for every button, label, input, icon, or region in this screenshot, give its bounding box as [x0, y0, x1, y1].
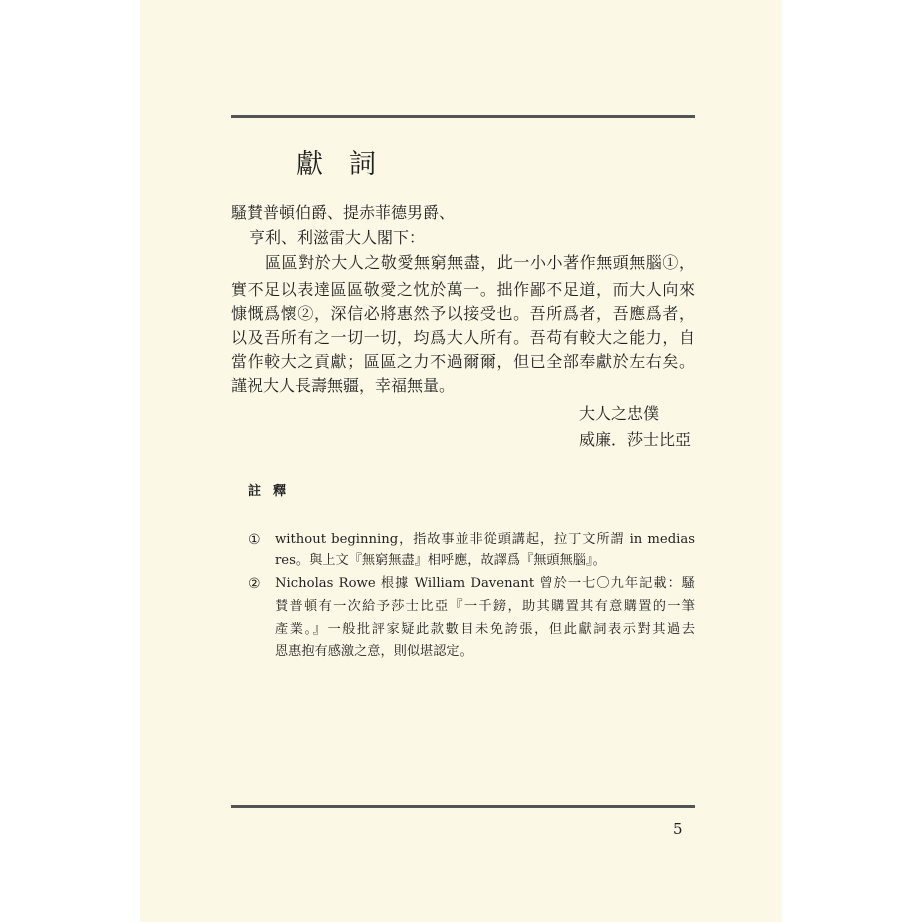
note-2-line-4: 恩惠抱有感激之意，則似堪認定。: [275, 644, 473, 659]
addressee-line-1: 騷賛普頓伯爵、提赤菲德男爵、: [231, 203, 456, 222]
addressee-line-2: 亨利、利滋雷大人閣下：: [249, 228, 426, 247]
page-title: 獻詞: [296, 149, 402, 180]
body-line-2: 實不足以表達區區敬愛之忱於萬一。拙作鄙不足道，而大人向來: [231, 280, 695, 299]
book-page: [140, 0, 782, 922]
note-2-marker: ②: [248, 576, 261, 592]
body-line-4: 以及吾所有之一切一切，均爲大人所有。吾苟有較大之能力，自: [231, 328, 695, 347]
page-number: 5: [673, 820, 683, 838]
notes-heading: 註釋: [248, 484, 299, 499]
body-line-5: 當作較大之貢獻；區區之力不過爾爾，但已全部奉獻於左右矣。: [231, 352, 695, 371]
signature-line-1: 大人之忠僕: [579, 404, 660, 423]
note-1-marker: ①: [248, 532, 261, 548]
body-line-1: 區區對於大人之敬愛無窮無盡，此一小小著作無頭無腦①，: [265, 253, 695, 272]
note-2-line-2: 賛普頓有一次給予莎士比亞『一千鎊，助其購置其有意購置的一筆: [275, 599, 695, 614]
note-1-line-2: res。與上文『無窮無盡』相呼應，故譯爲『無頭無腦』。: [275, 553, 606, 568]
note-2-line-1: Nicholas Rowe 根據 William Davenant 曾於一七〇九年記載：騷: [275, 576, 695, 591]
body-line-6: 謹祝大人長壽無疆，幸福無量。: [231, 376, 456, 395]
note-1-line-1: without beginning，指故事並非從頭講起，拉丁文所謂 in medias: [275, 532, 695, 547]
bottom-rule: [231, 805, 695, 808]
signature-line-2: 威廉．莎士比亞: [579, 430, 692, 449]
top-rule: [231, 115, 695, 118]
body-line-3: 慷慨爲懷②，深信必將惠然予以接受也。吾所爲者，吾應爲者，: [231, 304, 695, 323]
note-2-line-3: 產業。』一般批評家疑此款數目未免誇張，但此獻詞表示對其過去: [275, 622, 695, 637]
